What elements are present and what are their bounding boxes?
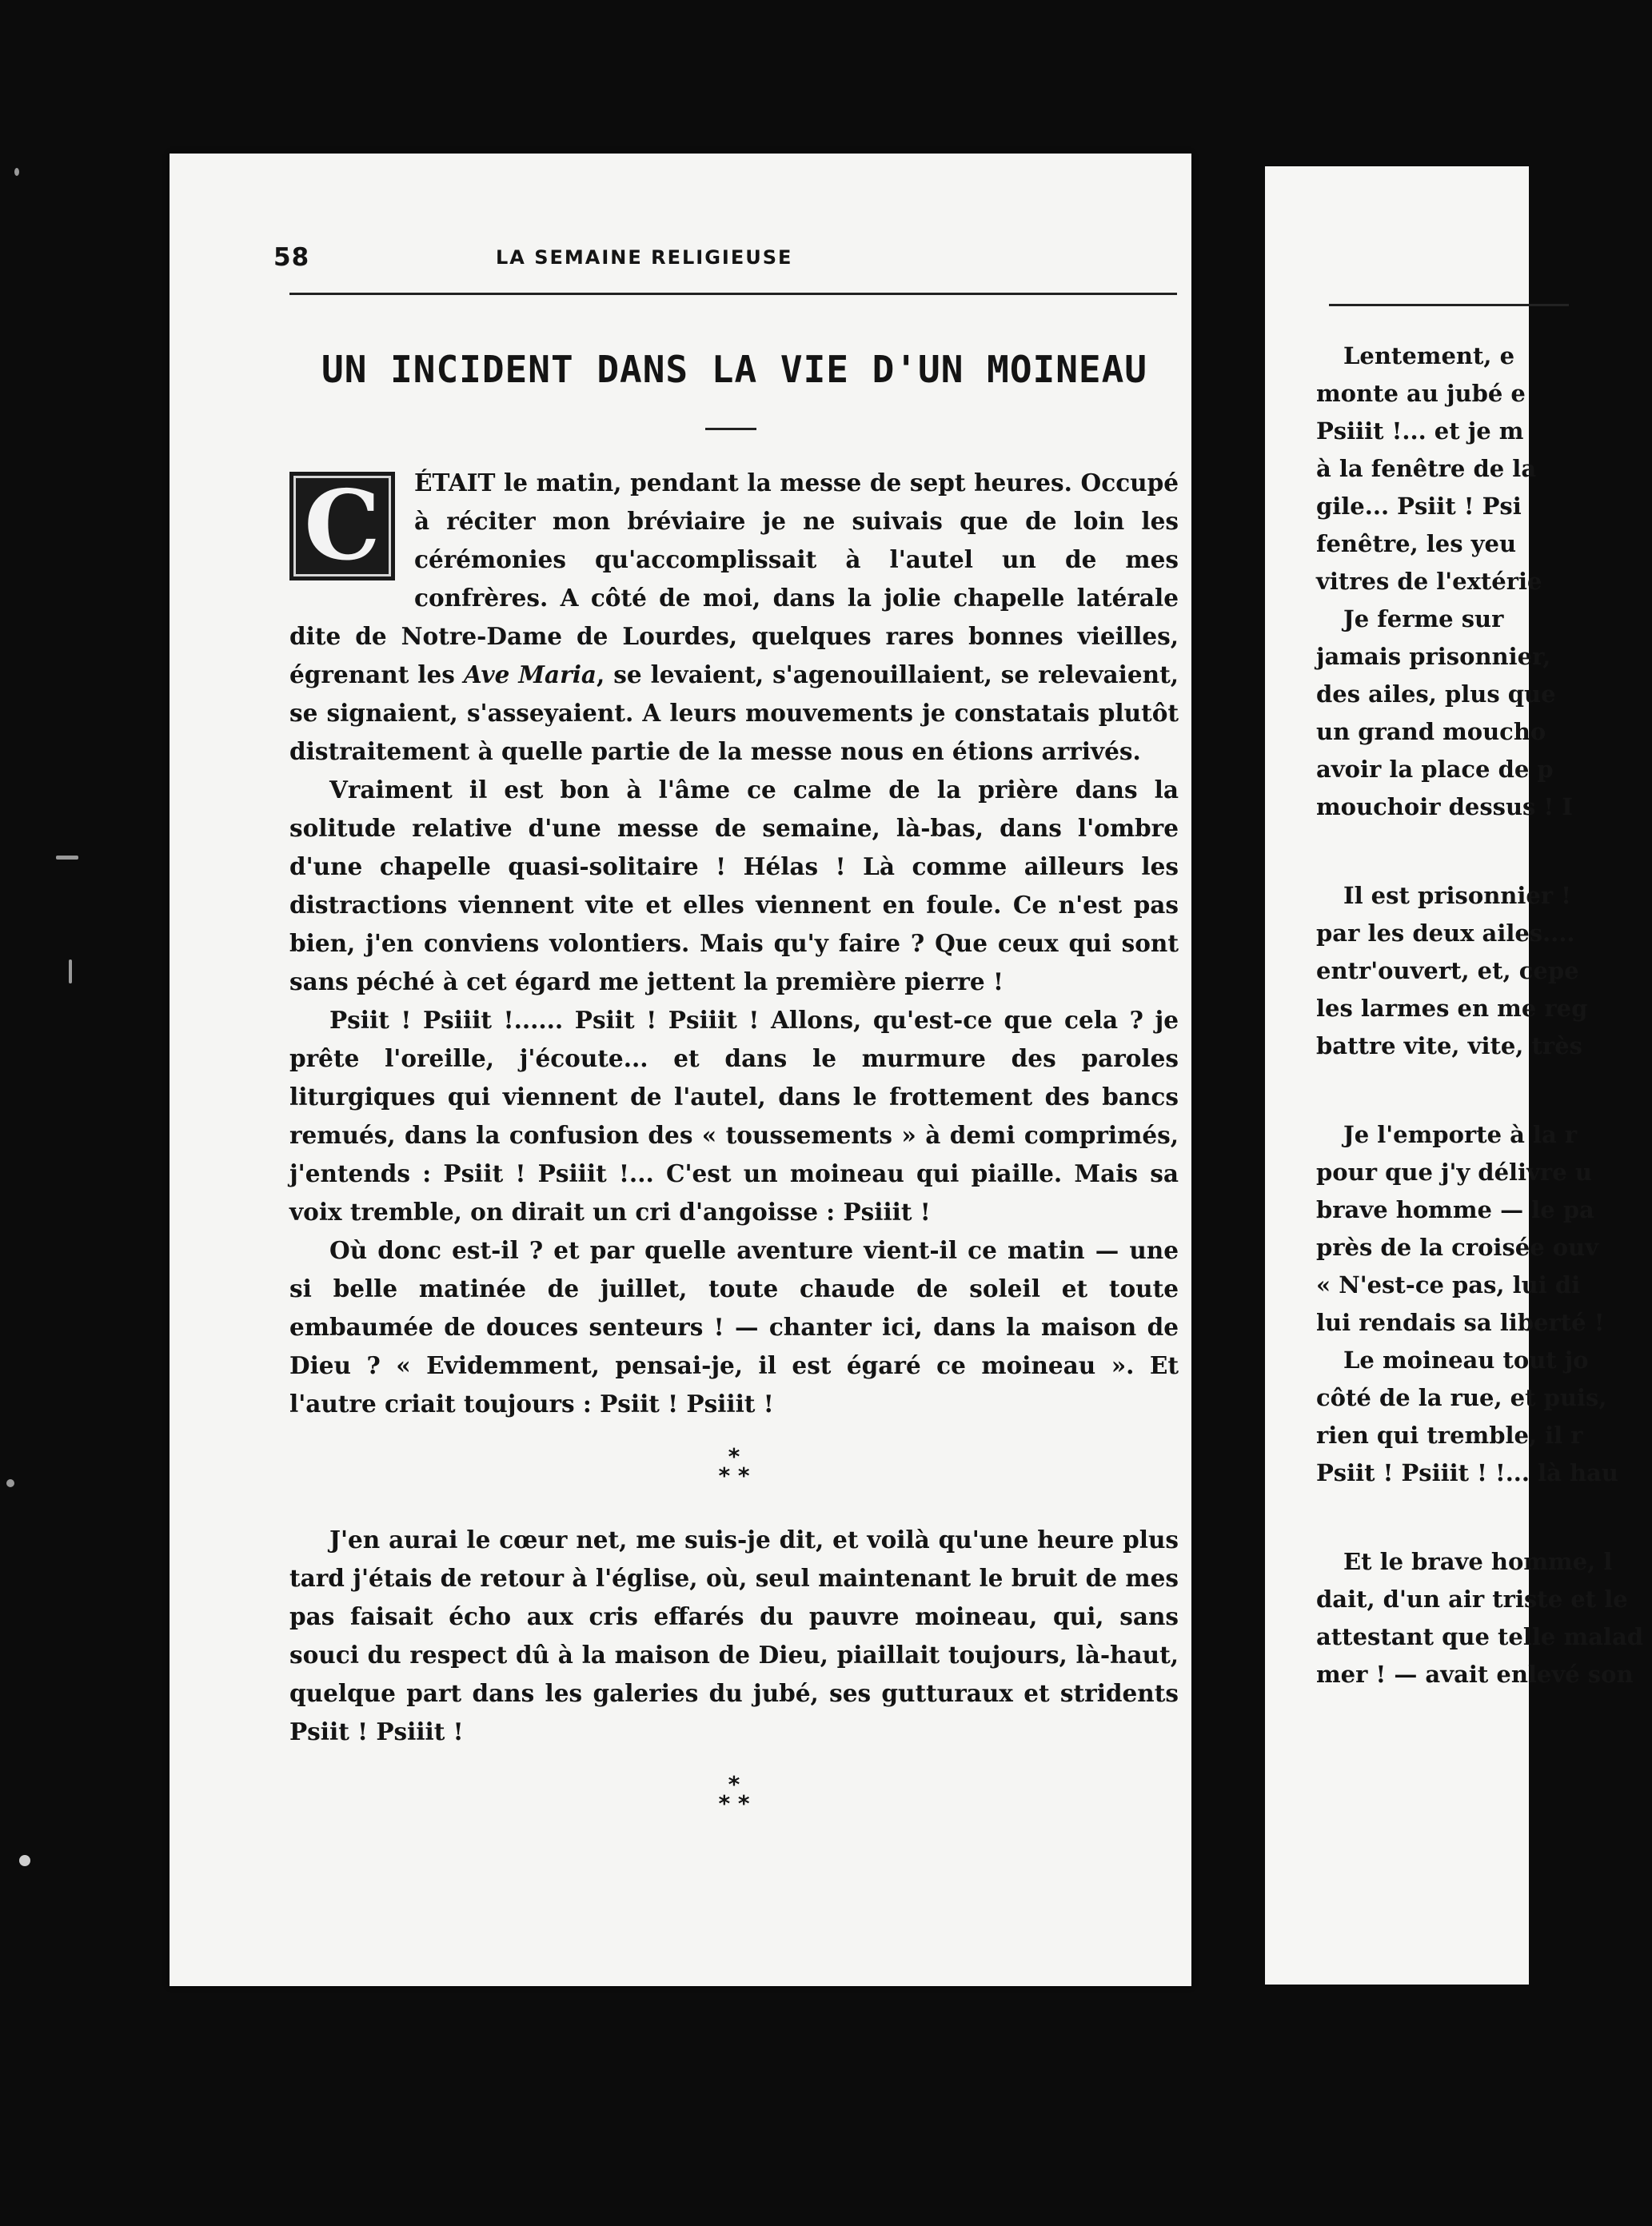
scan-speck [14,168,19,176]
text-line: un grand moucho [1316,718,1546,745]
section-asterism [289,1443,1179,1489]
text-line: près de la croisée ouv [1316,1234,1599,1261]
title-rule [705,428,756,430]
text-line: mouchoir dessus ! I [1316,793,1573,820]
text-line: « N'est-ce pas, lui di [1316,1271,1581,1298]
text-line: fenêtre, les yeu [1316,530,1517,557]
scan-speck [56,856,78,860]
text-line: Je l'emporte à la r [1343,1121,1578,1148]
text-line: Je ferme sur [1343,605,1504,632]
text-line: mer ! — avait enlevé son [1316,1661,1634,1688]
asterism-top: * [728,1771,740,1797]
right-page [1265,166,1644,1985]
italic-phrase: Ave Maria [463,660,597,688]
text-line: monte au jubé e [1316,380,1526,407]
text-line: battre vite, vite, très [1316,1032,1582,1059]
text-line: dait, d'un air triste et le [1316,1586,1628,1613]
asterism-bottom: * * [718,1462,750,1489]
header-rule [289,293,1177,295]
paragraph: J'en aurai le cœur net, me suis-je dit, et voilà qu'une heure plus tard j'étais de retour à l'église, où, seul maintenant le bruit de mes pas faisait écho aux cris effarés du pauvre moineau, qui, sans souci du respect dû à la maison de Dieu, piaillait toujours, là-haut, quelque part dans les galeries du jubé, ses gutturaux et stridents Psiit ! Psiiit ! [289,1526,1179,1745]
text-line: par les deux ailes.... [1316,920,1575,947]
section-gap [1316,1065,1652,1116]
text-line: lui rendais sa liberté ! [1316,1309,1605,1336]
text-line: gile... Psiit ! Psi [1316,493,1522,520]
text-line: entr'ouvert, et, cepe [1316,957,1579,984]
text-line: pour que j'y délivre u [1316,1159,1592,1186]
paragraph-text: ÉTAIT le matin, pendant la messe de sept heures. Occupé à réciter mon bréviaire je ne suivais que de loin les cérémonies qu'accomplissait à l'autel un de mes confrères. A côté de moi, dans la jolie chapelle latérale dite de Notre-Dame de Lourdes, quelques rares bonnes vieilles, égrenant les [289,469,1179,688]
text-line: brave homme — le pa [1316,1196,1594,1223]
paragraph [289,464,1179,771]
scan-speck [69,959,72,983]
text-line: les larmes en me reg [1316,995,1588,1022]
article-body [289,464,1179,1959]
asterism-bottom: * * [718,1790,750,1817]
scan-speck [6,1479,14,1487]
text-line: des ailes, plus que [1316,680,1556,708]
text-line: Et le brave homme, l [1343,1548,1613,1575]
text-line: Le moineau tout jo [1343,1346,1589,1374]
right-page-text [1316,337,1652,1693]
article-title: UN INCIDENT DANS LA VIE D'UN MOINEAU [321,348,1147,391]
text-line: Il est prisonnier ! [1343,882,1571,909]
text-line: Lentement, e [1343,342,1515,369]
running-head: LA SEMAINE RELIGIEUSE [496,246,793,269]
text-line: rien qui tremble, il r [1316,1422,1583,1449]
section-asterism [289,1771,1179,1817]
paragraph: Où donc est-il ? et par quelle aventure vient-il ce matin — une si belle matinée de juillet, toute chaude de soleil et toute embaumée de douces senteurs ! — chanter ici, dans la maison de Dieu ? « Evidemment, pensai-je, il est égaré ce moineau ». Et l'autre criait toujours : Psiit ! Psiiit ! [289,1236,1179,1418]
scan-speck [19,1855,30,1866]
header-rule [1329,304,1569,306]
text-line: à la fenêtre de la [1316,455,1537,482]
page-number: 58 [273,243,310,272]
text-line: Psiiit !... et je m [1316,417,1524,445]
text-line: avoir la place de p [1316,756,1554,783]
paragraph: Psiit ! Psiiit !...... Psiit ! Psiiit ! Allons, qu'est-ce que cela ? je prête l'oreille, j'écoute... et dans le murmure des paroles liturgiques qui viennent de l'autel, dans le frottement des bancs remués, dans la confusion des « toussements » à demi comprimés, j'entends : Psiit ! Psiiit !... C'est un moineau qui piaille. Mais sa voix tremble, on dirait un cri d'angoisse : Psiiit ! [289,1006,1179,1226]
text-line: vitres de l'extérie [1316,568,1542,595]
text-line: attestant que telle malad [1316,1623,1644,1650]
section-gap [1316,826,1652,877]
asterism-top: * [728,1443,740,1470]
text-line: Psiit ! Psiiit ! !... là hau [1316,1459,1618,1486]
dropcap-initial: C [289,472,395,580]
paragraph-text: , se levaient, s'agenouillaient, se relevaient, se signaient, s'asseyaient. A leurs mouvements je constatais plutôt distraitement à quelle partie de la messe nous en étions arrivés. [289,660,1179,765]
left-page [170,154,1191,1986]
page-header [273,241,1177,278]
section-gap [1316,1492,1652,1543]
text-line: côté de la rue, et puis, [1316,1384,1607,1411]
text-line: jamais prisonnier, [1316,643,1551,670]
paragraph: Vraiment il est bon à l'âme ce calme de la prière dans la solitude relative d'une messe de semaine, là-bas, dans l'ombre d'une chapelle quasi-solitaire ! Hélas ! Là comme ailleurs les distractions viennent vite et elles viennent en foule. Ce n'est pas bien, j'en conviens volontiers. Mais qu'y faire ? Que ceux qui sont sans péché à cet égard me jettent la première pierre ! [289,776,1179,995]
